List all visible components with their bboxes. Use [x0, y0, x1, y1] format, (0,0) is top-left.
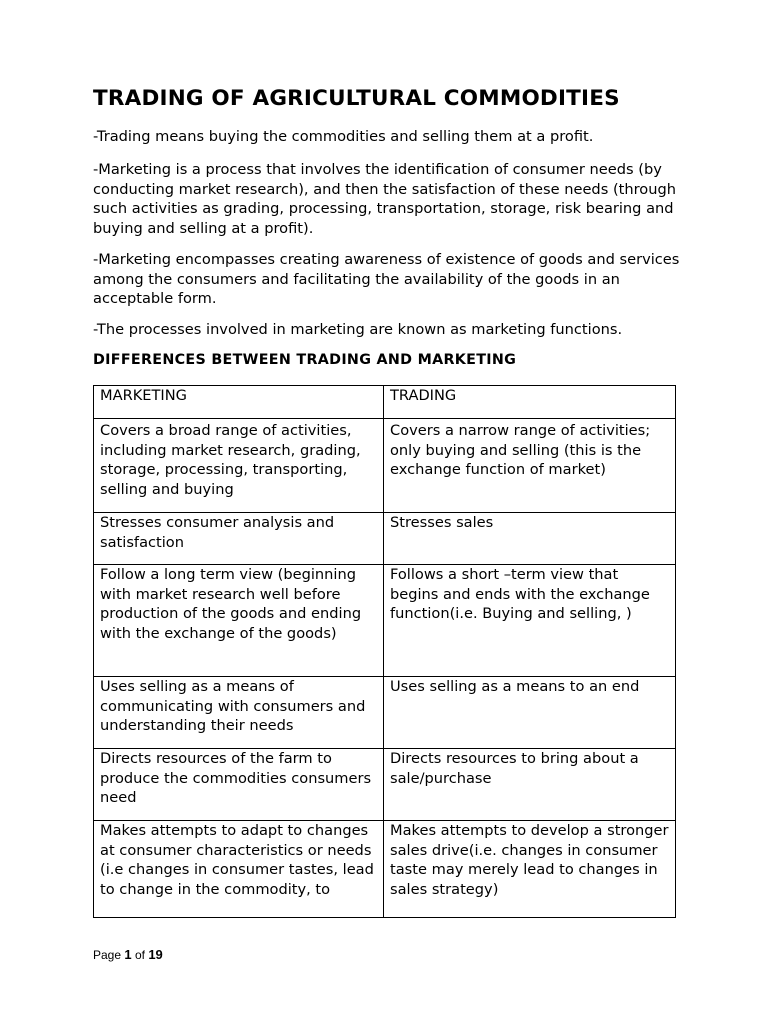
cell-text: Makes attempts to adapt to changes at consumer characteristics or needs (i.e changes in consumer tastes, lead to change in the commodity, to [100, 822, 374, 898]
table-row [94, 677, 676, 749]
table-cell-marketing: Uses selling as a means of communicating with consumers and understanding their needs [94, 677, 384, 749]
section-heading: DIFFERENCES BETWEEN TRADING AND MARKETING [93, 352, 517, 368]
table-header-cell: TRADING [384, 386, 676, 419]
table-cell-marketing: Directs resources of the farm to produce the commodities consumers need [94, 749, 384, 821]
table-cell-trading: Covers a narrow range of activities; only buying and selling (this is the exchange function of market) [384, 419, 676, 513]
paragraph-marketing-definition: -Marketing is a process that involves the identification of consumer needs (by conducting market research), and then the satisfaction of these needs (through such activities as grading, processing, transportation, storage, risk bearing and buying and selling at a profit). [93, 161, 676, 237]
table-row [94, 513, 676, 565]
table-cell-marketing [94, 821, 384, 918]
differences-table [93, 385, 676, 918]
paragraph-trading-definition: -Trading means buying the commodities and selling them at a profit. [93, 128, 594, 145]
table-cell-trading: Stresses sales [384, 513, 676, 565]
table-cell-trading: Follows a short –term view that begins and ends with the exchange function(i.e. Buying and selling, ) [384, 565, 676, 677]
table-cell-trading [384, 821, 676, 918]
table-header-cell: MARKETING [94, 386, 384, 419]
page-footer [93, 947, 163, 962]
table-row [94, 749, 676, 821]
table-cell-marketing: Stresses consumer analysis and satisfaction [94, 513, 384, 565]
table-row [94, 565, 676, 677]
table-row [94, 821, 676, 918]
paragraph-marketing-awareness: -Marketing encompasses creating awareness of existence of goods and services among the consumers and facilitating the availability of the goods in an acceptable form. [93, 251, 680, 308]
table-cell-marketing: Follow a long term view (beginning with market research well before production of the goods and ending with the exchange of the goods) [94, 565, 384, 677]
document-title: TRADING OF AGRICULTURAL COMMODITIES [93, 86, 620, 111]
table-cell-trading: Directs resources to bring about a sale/purchase [384, 749, 676, 821]
page-label: Page [93, 948, 122, 962]
paragraph-marketing-functions: -The processes involved in marketing are known as marketing functions. [93, 321, 623, 338]
page-current-number: 1 [124, 947, 132, 962]
table-cell-marketing: Covers a broad range of activities, including market research, grading, storage, processing, transporting, selling and buying [94, 419, 384, 513]
cell-text: Makes attempts to develop a stronger sales drive(i.e. changes in consumer taste may merely lead to changes in sales strategy) [390, 822, 669, 898]
page-of-label: of [134, 948, 145, 962]
table-header-row [94, 386, 676, 419]
table-row [94, 419, 676, 513]
page-total-number: 19 [148, 947, 163, 962]
table-cell-trading: Uses selling as a means to an end [384, 677, 676, 749]
